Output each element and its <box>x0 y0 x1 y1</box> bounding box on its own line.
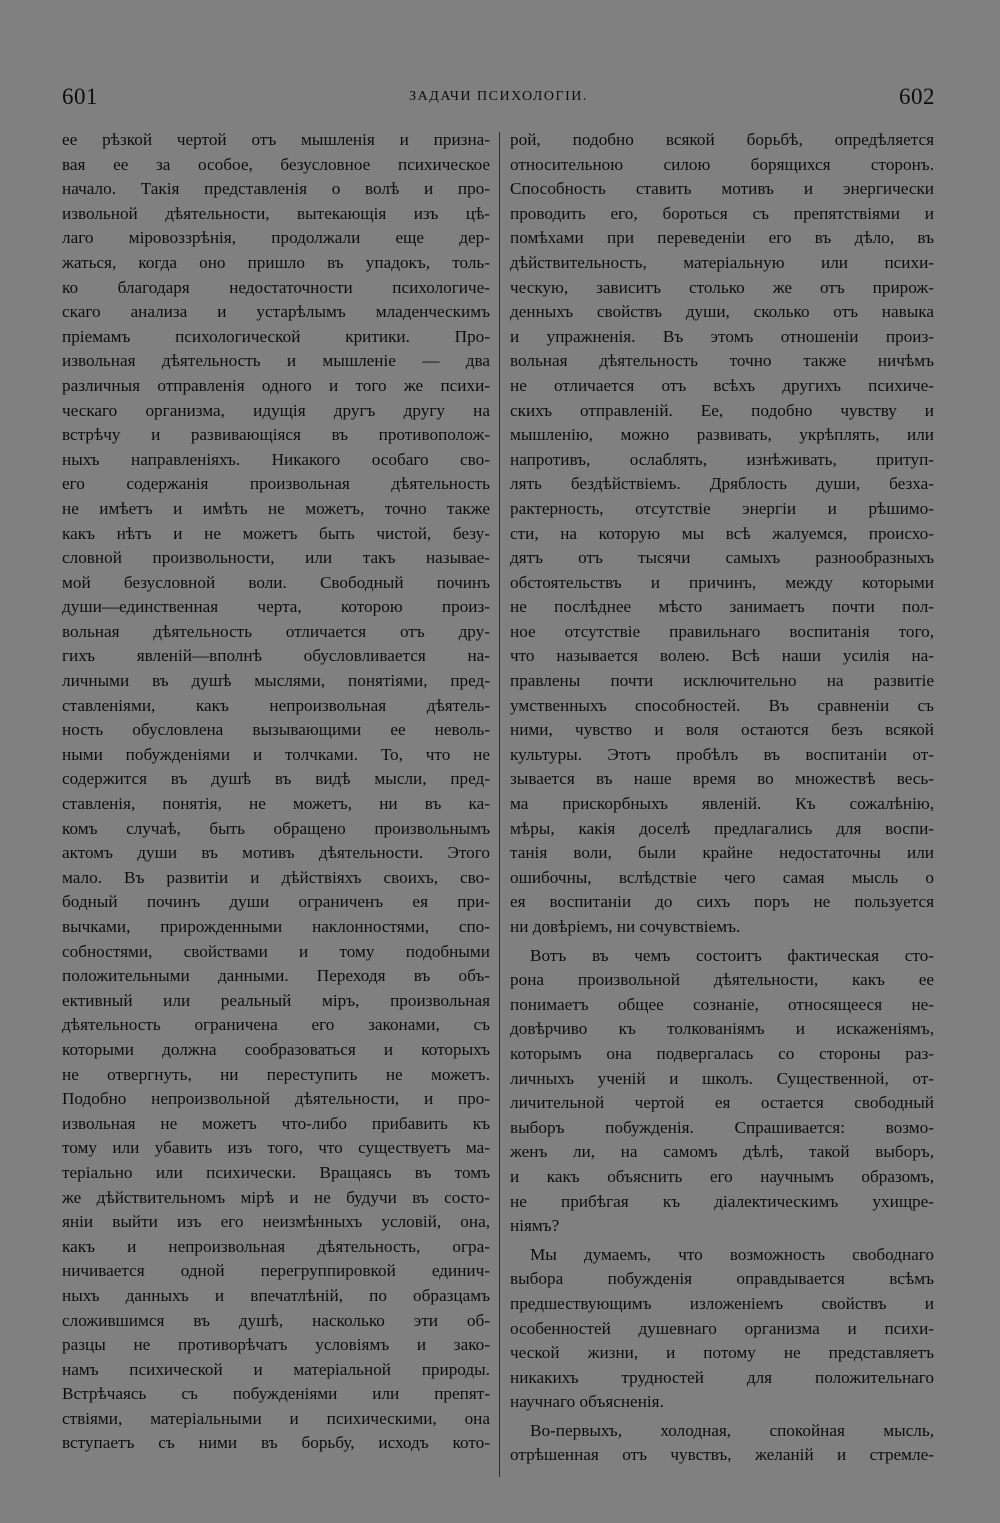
text-line: никакихъ трудностей для положительнаго <box>510 1367 934 1387</box>
text-line: вольная дѣятельность отличается отъ дру- <box>62 621 490 641</box>
text-line: проводить его, бороться съ препятствіями и <box>510 203 934 223</box>
text-line: зывается въ наше время во множествѣ весь- <box>510 769 934 789</box>
text-line: не отличается отъ всѣхъ другихъ психиче- <box>510 375 934 395</box>
text-line: напротивъ, ослаблять, изнѣживать, притуп- <box>510 449 934 469</box>
text-line: какъ и непроизвольная дѣятельность, огра- <box>62 1236 490 1256</box>
text-line: ныхъ данныхъ и впечатлѣній, по образцамъ <box>62 1285 490 1305</box>
text-line: Подобно непроизвольной дѣятельности, и про- <box>62 1089 490 1109</box>
text-line: не послѣднее мѣсто занимаетъ почти пол- <box>510 597 934 617</box>
left-page-number: 601 <box>62 84 98 109</box>
text-line: скаго анализа и устарѣлымъ младенческимъ <box>62 302 490 322</box>
text-line: тому или убавить изъ того, что существуетъ ма- <box>62 1138 490 1158</box>
page-header <box>62 82 935 112</box>
text-line: теріально или психически. Вращаясь въ томъ <box>62 1162 490 1182</box>
text-line: положительными данными. Переходя въ объ- <box>62 966 490 986</box>
text-line: помѣхами при переведеніи его въ дѣло, въ <box>510 228 934 248</box>
text-line: начало. Такія представленія о волѣ и про- <box>62 179 490 199</box>
text-line: ность обусловлена вызывающими ее неволь- <box>62 720 490 740</box>
text-line: не отвергнуть, ни переступить не можетъ. <box>62 1064 490 1084</box>
text-line: Встрѣчаясь съ побужденіями или препят- <box>62 1384 490 1404</box>
text-line: ніямъ? <box>510 1216 560 1236</box>
right-text-column <box>510 128 934 1468</box>
text-line: рактерность, отсутствіе энергіи и рѣшимо- <box>510 498 934 518</box>
text-line: что называется волею. Всѣ наши усилія на- <box>510 646 934 666</box>
text-line: женъ ли, на самомъ дѣлѣ, такой выборъ, <box>510 1142 934 1162</box>
text-line: ное отсутствіе правильнаго воспитанія того, <box>510 621 934 641</box>
text-line: танія воли, были крайне недостаточны или <box>510 843 934 863</box>
text-line: ошибочны, вслѣдствіе чего самая мысль о <box>510 867 934 887</box>
text-line: личными въ душѣ мыслями, понятіями, пред- <box>62 671 490 691</box>
text-line: не имѣетъ и имѣть не можетъ, точно также <box>62 498 490 518</box>
text-line: различныя отправленія одного и того же психи- <box>62 375 490 395</box>
text-line: денныхъ свойствъ души, сколько отъ навыка <box>510 302 934 322</box>
text-line: гихъ явленій—вполнѣ обусловливается на- <box>62 646 490 666</box>
text-line: дѣятельность ограничена его законами, съ <box>62 1015 490 1035</box>
text-line: вступаетъ съ ними въ борьбу, исходъ кото- <box>62 1433 490 1453</box>
text-line: ставленіями, какъ непроизвольная дѣятель- <box>62 695 490 715</box>
text-line: Во-первыхъ, холодная, спокойная мысль, <box>530 1420 934 1440</box>
text-line: извольная дѣятельность и мышленіе — два <box>62 351 490 371</box>
text-line: ныхъ направленіяхъ. Никакого особаго сво- <box>62 449 490 469</box>
text-line: Мы думаемъ, что возможность свободнаго <box>530 1244 934 1264</box>
text-line: пріемамъ психологической критики. Про- <box>62 326 490 346</box>
text-line: вычками, прирожденными наклонностями, спо- <box>62 917 490 936</box>
text-line: мышленію, можно развивать, укрѣплять, или <box>510 425 934 445</box>
text-line: научнаго объясненія. <box>510 1392 664 1412</box>
text-line: бодный починъ души ограниченъ ея при- <box>62 892 490 912</box>
text-line: ея воспитаніи до сихъ поръ не пользуется <box>510 892 934 912</box>
text-line: предшествующимъ изложеніемъ свойствъ и <box>510 1293 934 1313</box>
text-line: ческой жизни, и потому не представляетъ <box>510 1343 934 1363</box>
text-line: яніи выйти изъ его неизмѣнныхъ условій, она, <box>62 1212 490 1232</box>
text-line: ее рѣзкой чертой отъ мышленія и призна- <box>62 130 490 149</box>
text-line: ными побужденіями и толчками. То, что не <box>62 744 490 764</box>
text-line: Вотъ въ чемъ состоитъ фактическая сто- <box>530 945 934 965</box>
text-line: сти, на которую мы всѣ жалуемся, происхо- <box>510 523 934 543</box>
text-line: правлены почти исключительно на развитіе <box>510 671 934 691</box>
text-line: же дѣйствительномъ мірѣ и не будучи въ состо- <box>62 1187 490 1207</box>
text-line: ствіями, матеріальными и психическими, она <box>62 1408 490 1428</box>
text-line: скихъ отправленій. Ее, подобно чувству и <box>510 400 934 420</box>
text-line: относительною силою борящихся сторонъ. <box>510 154 934 174</box>
text-line: ни довѣріемъ, ни сочувствіемъ. <box>510 917 741 936</box>
text-line: извольной дѣятельности, вытекающія изъ цѣ- <box>62 203 490 223</box>
text-line: встрѣчу и развивающіяся въ противополож- <box>62 425 490 445</box>
text-line: выбора побужденія оправдывается всѣмъ <box>510 1269 934 1289</box>
text-line: мой безусловной воли. Свободный починъ <box>62 572 490 592</box>
text-line: словной произвольности, или такъ называе- <box>62 548 490 568</box>
text-line: не прибѣгая къ діалектическимъ ухищре- <box>510 1191 934 1211</box>
text-line: которымъ она подвергалась со стороны раз- <box>510 1043 934 1063</box>
text-line: которыми должна сообразоваться и которыхъ <box>62 1039 490 1059</box>
text-line: и упражненія. Въ этомъ отношеніи произ- <box>510 326 934 346</box>
text-line: ко благодаря недостаточности психологиче- <box>62 277 490 297</box>
text-line: ничивается одной перегруппировкой единич- <box>62 1261 490 1281</box>
text-line: его содержанія произвольная дѣятельность <box>62 474 490 494</box>
text-line: души—единственная черта, которою произ- <box>62 597 490 617</box>
text-line: собностями, свойствами и тому подобными <box>62 941 490 961</box>
text-line: вая ее за особое, безусловное психическое <box>62 154 490 174</box>
text-line: личительной чертой ея остается свободный <box>510 1093 934 1113</box>
text-line: и какъ объяснить его научнымъ образомъ, <box>510 1166 934 1186</box>
text-line: особенностей душевнаго организма и психи- <box>510 1318 934 1338</box>
text-line: сложившимся въ душѣ, насколько эти об- <box>62 1310 490 1330</box>
text-line: содержится въ душѣ въ видѣ мысли, пред- <box>62 769 490 789</box>
text-line: извольная не можетъ что-либо прибавить къ <box>62 1113 490 1133</box>
text-line: рой, подобно всякой борьбѣ, опредѣляется <box>510 130 934 149</box>
text-line: ективный или реальный міръ, произвольная <box>62 990 490 1010</box>
text-line: какъ нѣтъ и не можетъ быть чистой, безу- <box>62 523 490 543</box>
right-page-number: 602 <box>899 84 935 109</box>
text-line: личныхъ ученій и школъ. Существенной, от- <box>510 1068 934 1088</box>
text-line: дятъ отъ тысячи самыхъ разнообразныхъ <box>510 548 934 568</box>
text-line: ма прискорбныхъ явленій. Къ сожалѣнію, <box>510 794 934 814</box>
text-line: понимаетъ общее сознаніе, относящееся не- <box>510 994 934 1014</box>
text-line: довѣрчиво къ толкованіямъ и искаженіямъ, <box>510 1019 934 1039</box>
text-line: отрѣшенная отъ чувствъ, желаній и стремле- <box>510 1445 934 1465</box>
text-line: выборъ побужденія. Спрашивается: возмо- <box>510 1117 934 1137</box>
text-line: умственныхъ способностей. Въ сравненіи съ <box>510 695 934 715</box>
column-divider <box>499 132 500 1477</box>
text-line: лаго міровоззрѣнія, продолжали еще дер- <box>62 228 490 248</box>
text-line: ческаго организма, идущія другъ другу на <box>62 400 490 420</box>
text-line: мѣры, какія доселѣ предлагались для воспи- <box>510 818 934 838</box>
text-line: разцы не противорѣчатъ условіямъ и зако- <box>62 1335 490 1355</box>
text-line: культуры. Этотъ пробѣлъ въ воспитаніи от- <box>510 744 934 764</box>
text-line: рона произвольной дѣятельности, какъ ее <box>510 970 934 990</box>
text-line: намъ психической и матеріальной природы. <box>62 1359 490 1379</box>
text-line: дѣйствительность, матеріальную или психи- <box>510 252 934 272</box>
text-line: мало. Въ развитіи и дѣйствіяхъ своихъ, сво- <box>62 867 490 887</box>
text-line: вольная дѣятельность точно также ничѣмъ <box>510 351 934 371</box>
text-line: обстоятельствъ и причинъ, между которыми <box>510 572 934 592</box>
running-title: ЗАДАЧИ ПСИХОЛОГІИ. <box>409 89 588 104</box>
text-line: лять бездѣйствіемъ. Дряблость души, безха- <box>510 474 934 494</box>
text-line: Способность ставить мотивъ и энергически <box>510 179 934 199</box>
text-line: жаться, когда оно пришло въ упадокъ, толь- <box>62 252 490 272</box>
left-text-column <box>62 128 490 1456</box>
text-line: ними, чувство и воля остаются безъ всякой <box>510 720 934 740</box>
text-line: комъ случаѣ, быть обращено произвольнымъ <box>62 818 490 838</box>
text-line: актомъ души въ мотивъ дѣятельности. Этого <box>62 843 490 863</box>
text-line: ставленія, понятія, не можетъ, ни въ ка- <box>62 794 490 814</box>
text-line: ческую, зависитъ столько же отъ прирож- <box>510 277 934 297</box>
